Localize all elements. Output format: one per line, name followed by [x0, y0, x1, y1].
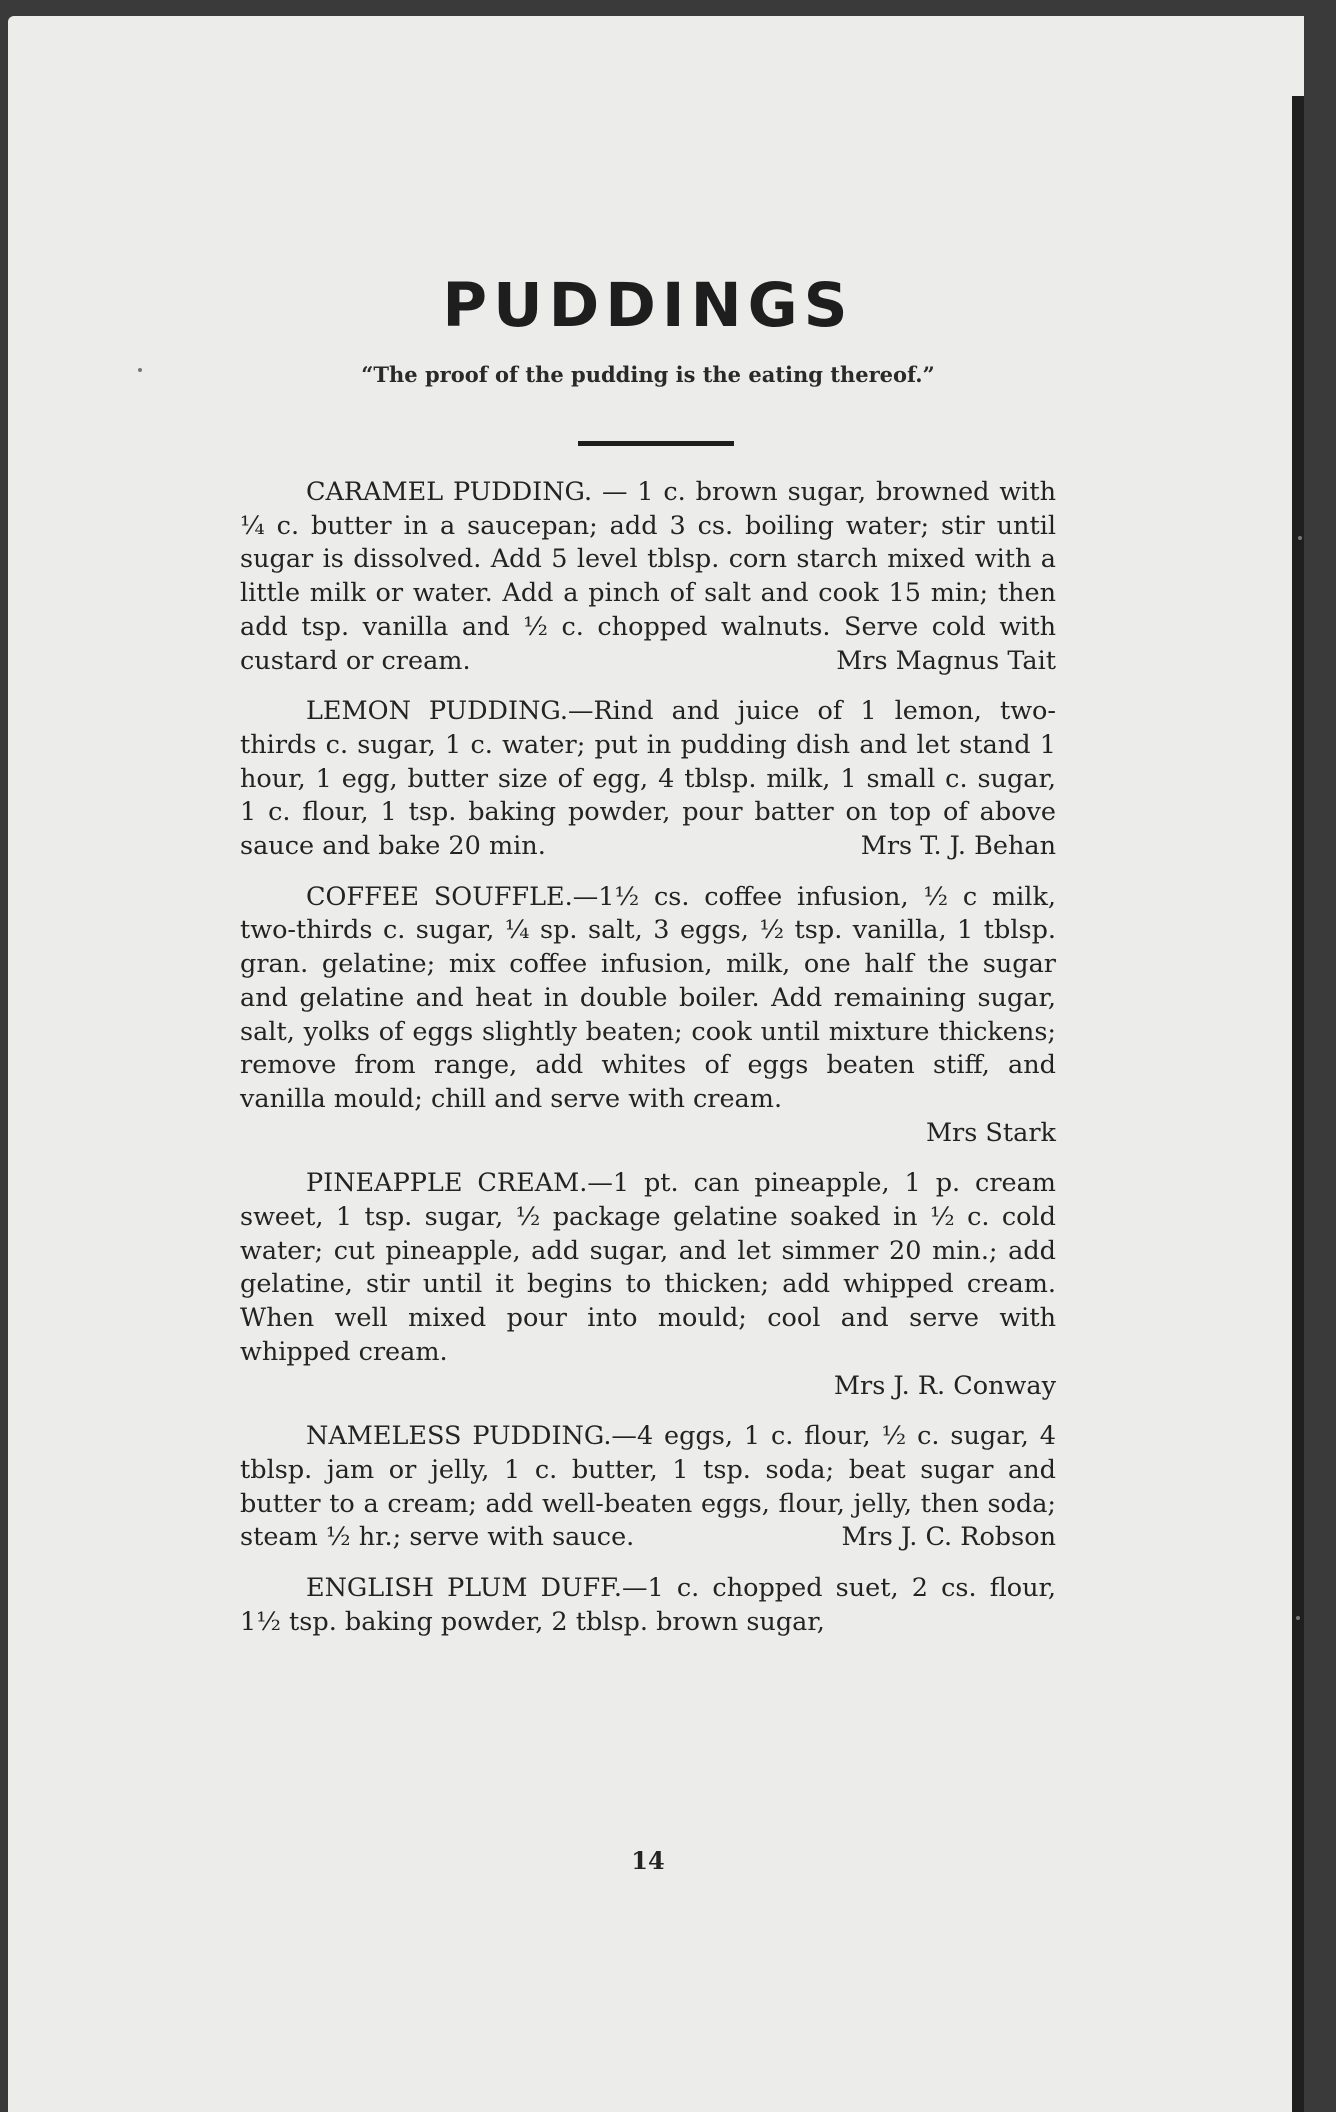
- recipe-pineapple-cream: [240, 1167, 1056, 1403]
- page-title: PUDDINGS: [442, 270, 854, 341]
- recipe-body: [240, 476, 1056, 678]
- recipe-name: NAMELESS PUDDING.—: [306, 1421, 637, 1452]
- recipe-coffee-souffle: [240, 881, 1056, 1151]
- recipe-body: [240, 1572, 1056, 1639]
- recipe-text: 1 c. brown sugar, browned with ¼ c. butter in a saucepan; add 3 cs. boiling water; stir until sugar is dissolved. Add 5 level tblsp. corn starch mixed with a little milk or water. Add a pinch of salt and cook 15 min; then add tsp. vanilla and ½ c. chopped walnuts. Serve cold with custard or cream.: [240, 477, 1057, 676]
- recipe-nameless-pudding: [240, 1420, 1056, 1555]
- recipe-author: Mrs J. C. Robson: [841, 1522, 1056, 1553]
- recipe-caramel-pudding: [240, 476, 1056, 678]
- recipe-name: COFFEE SOUFFLE.—: [306, 881, 599, 912]
- recipe-author: Mrs T. J. Behan: [860, 831, 1056, 862]
- recipe-text: Rind and juice of 1 lemon, two-thirds c. sugar, 1 c. water; put in pudding dish and let stand 1 hour, 1 egg, butter size of egg, 4 tblsp. milk, 1 small c. sugar, 1 c. flour, 1 tsp. baking powder, pour batter on top of above sauce and bake 20 min.: [240, 696, 1056, 862]
- recipe-body: [240, 881, 1056, 1117]
- recipe-name: PINEAPPLE CREAM.—: [306, 1168, 613, 1199]
- page-number: 14: [631, 1846, 665, 1875]
- book-page: [8, 16, 1304, 2112]
- recipe-author: Mrs J. R. Conway: [833, 1370, 1056, 1401]
- recipe-author: Mrs Stark: [925, 1117, 1056, 1148]
- paper-speck: [1298, 536, 1302, 540]
- paper-speck: [1296, 1616, 1300, 1620]
- recipe-body: [240, 1167, 1056, 1369]
- recipe-body: [240, 695, 1056, 864]
- recipe-text: 1 pt. can pineapple, 1 p. cream sweet, 1 tsp. sugar, ½ package gelatine soaked in ½ c. cold water; cut pineapple, add sugar, and let simmer 20 min.; add gelatine, stir until it begins to thicken; add whipped cream. When well mixed pour into mould; cool and serve with whipped cream.: [240, 1168, 1056, 1367]
- recipe-lemon-pudding: [240, 695, 1056, 864]
- page-gutter-edge: [1292, 96, 1304, 2112]
- recipe-name: LEMON PUDDING.—: [306, 696, 594, 727]
- recipe-name: CARAMEL PUDDING. —: [306, 477, 628, 507]
- recipe-body: [240, 1420, 1056, 1555]
- title-divider: [578, 441, 734, 446]
- recipe-text: 1½ cs. coffee infusion, ½ c milk, two-thirds c. sugar, ¼ sp. salt, 3 eggs, ½ tsp. vanilla, 1 tblsp. gran. gelatine; mix coffee infusion, milk, one half the sugar and gelatine and heat in double boiler. Add remaining sugar, salt, yolks of eggs slightly beaten; cook until mixture thickens; remove from range, add whites of eggs beaten stiff, and vanilla mould; chill and serve with cream.: [240, 881, 1057, 1114]
- recipe-list: [240, 476, 1056, 1657]
- recipe-name: ENGLISH PLUM DUFF.—: [306, 1573, 648, 1604]
- epigraph: “The proof of the pudding is the eating thereof.”: [361, 362, 935, 387]
- paper-speck: [138, 368, 142, 372]
- recipe-author: Mrs Magnus Tait: [836, 645, 1056, 676]
- recipe-text: 1 c. chopped suet, 2 cs. flour, 1½ tsp. baking powder, 2 tblsp. brown sugar,: [240, 1573, 1056, 1637]
- recipe-text: 4 eggs, 1 c. flour, ½ c. sugar, 4 tblsp. jam or jelly, 1 c. butter, 1 tsp. soda; beat sugar and butter to a cream; add well-beaten eggs, flour, jelly, then soda; steam ½ hr.; serve with sauce.: [240, 1421, 1057, 1553]
- recipe-english-plum-duff: [240, 1572, 1056, 1639]
